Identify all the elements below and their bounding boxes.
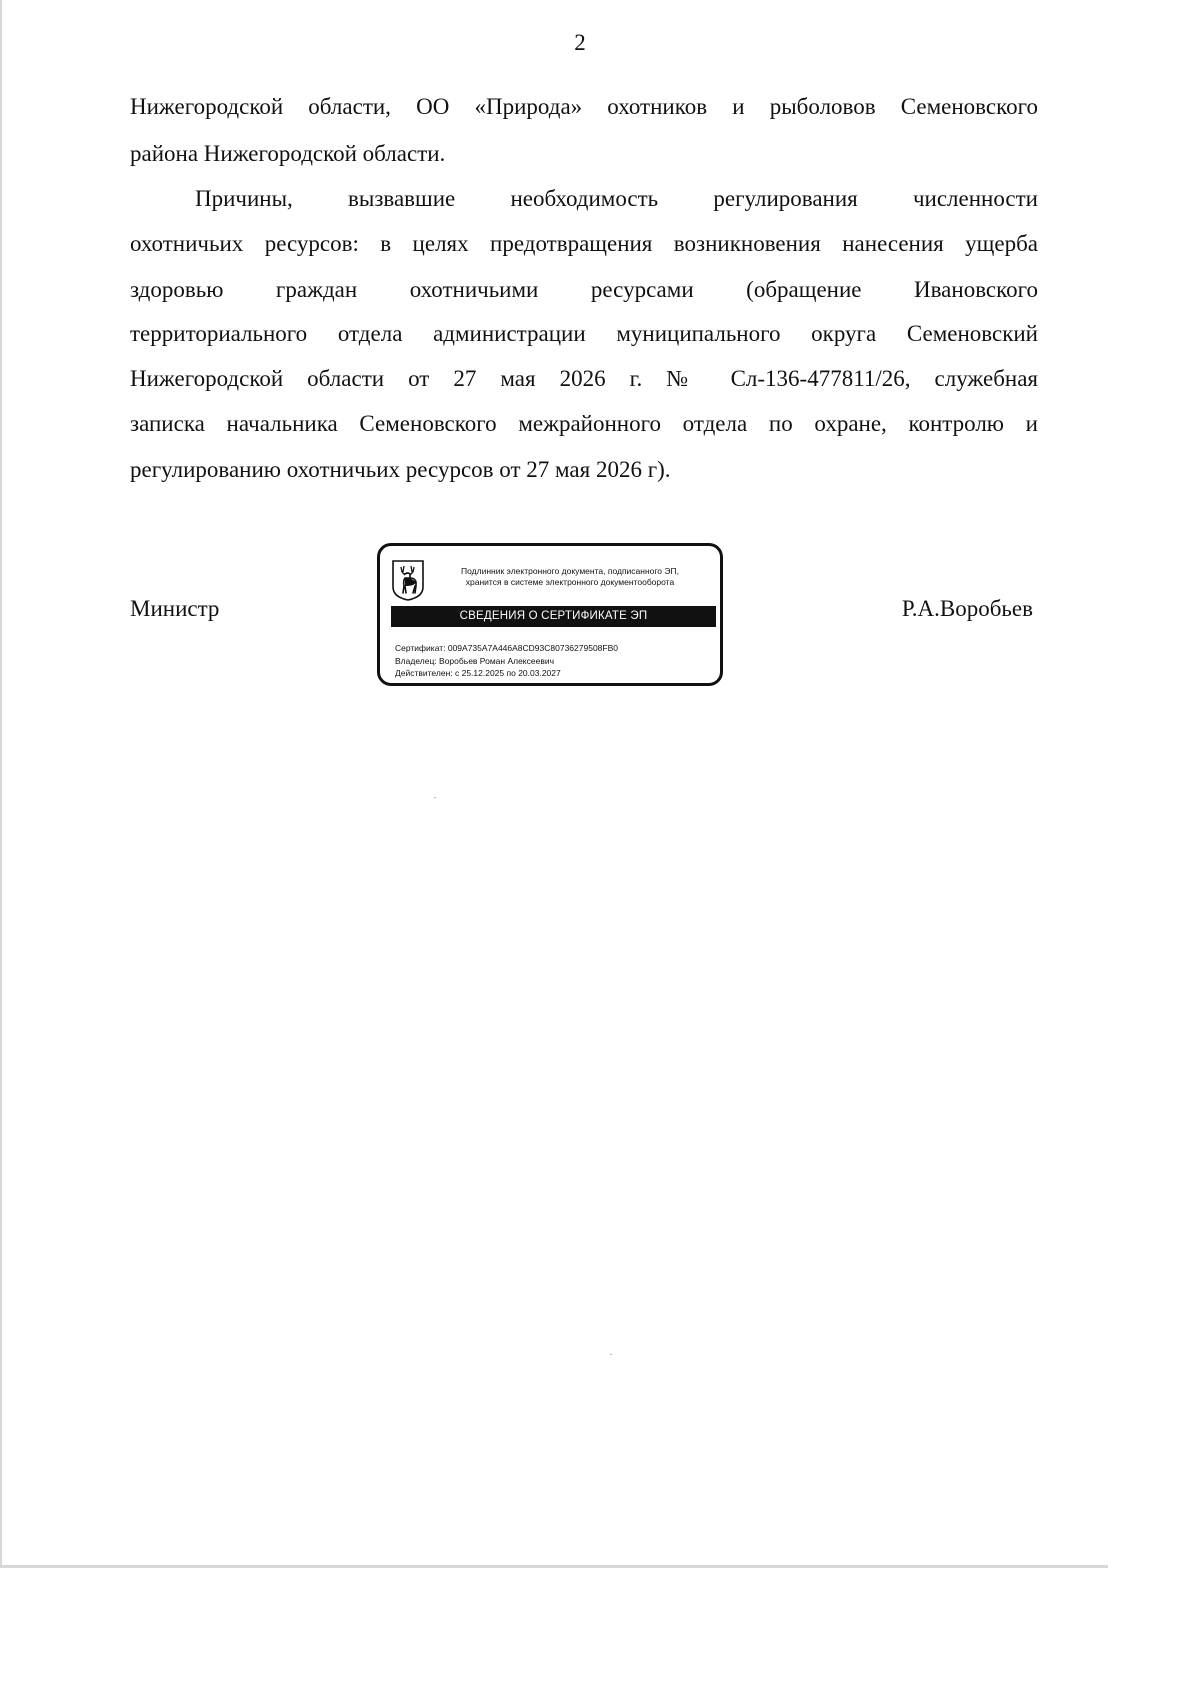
stamp-owner: Владелец: Воробьев Роман Алексеевич [395, 656, 555, 666]
electronic-signature-stamp [377, 543, 723, 686]
stamp-certificate-number: Сертификат: 009A735A7A446A8CD93C80736279508FB0 [395, 643, 618, 653]
stamp-validity: Действителен: с 25.12.2025 по 20.03.2027 [395, 668, 561, 678]
paragraph-line: района Нижегородской области. [130, 141, 446, 166]
page-bottom-edge [0, 1565, 1108, 1568]
page-number: 2 [574, 30, 586, 55]
scan-speck [434, 797, 436, 798]
page-left-edge [0, 0, 2, 1568]
nizhny-novgorod-deer-emblem-icon [391, 559, 425, 601]
stamp-certificate-bar: СВЕДЕНИЯ О СЕРТИФИКАТЕ ЭП [391, 606, 716, 627]
stamp-header-line: хранится в системе электронного документооборота [465, 577, 675, 587]
paragraph-line: Причины, вызвавшие необходимость регулирования численности [195, 186, 1038, 211]
scan-speck [610, 1354, 612, 1355]
paragraph-line: охотничьих ресурсов: в целях предотвращения возникновения нанесения ущерба [130, 231, 1038, 256]
paragraph-line: территориального отдела администрации муниципального округа Семеновский [130, 321, 1038, 346]
signatory-title: Министр [130, 596, 220, 621]
paragraph-line: Нижегородской области от 27 мая 2026 г. № Сл-136-477811/26, служебная [130, 366, 1038, 391]
paragraph-line: Нижегородской области, ОО «Природа» охотников и рыболовов Семеновского [130, 94, 1038, 119]
stamp-header-line: Подлинник электронного документа, подписанного ЭП, [461, 566, 679, 576]
paragraph-line: регулированию охотничьих ресурсов от 27 мая 2026 г). [130, 457, 671, 482]
paragraph-line: здоровью граждан охотничьими ресурсами (обращение Ивановского [130, 277, 1038, 302]
signatory-name: Р.А.Воробьев [901, 596, 1033, 621]
paragraph-line: записка начальника Семеновского межрайонного отдела по охране, контролю и [130, 411, 1038, 436]
